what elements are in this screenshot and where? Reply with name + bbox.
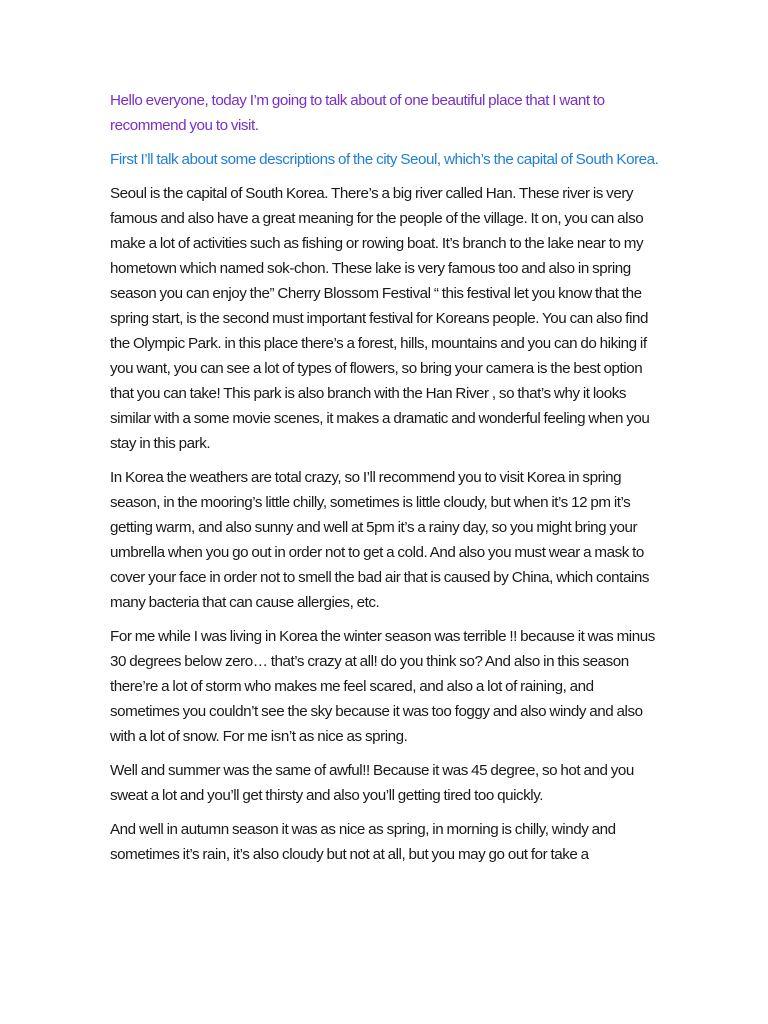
- intro-paragraph: Hello everyone, today I’m going to talk about of one beautiful place that I want to recommend you to visit.: [110, 92, 605, 134]
- paragraph-summer-season: Well and summer was the same of awful!! Because it was 45 degree, so hot and you sweat a lot and you’ll get thirsty and also you’ll getting tired too quickly.: [110, 762, 634, 804]
- section-heading: First I’ll talk about some descriptions of the city Seoul, which’s the capital of South Korea.: [110, 151, 659, 168]
- document-body: [110, 88, 662, 876]
- paragraph-autumn-season: And well in autumn season it was as nice as spring, in morning is chilly, windy and sometimes it’s rain, it’s also cloudy but not at all, but you may go out for take a: [110, 821, 616, 863]
- paragraph-winter-season: For me while I was living in Korea the winter season was terrible !! because it was minus 30 degrees below zero… that’s crazy at all! do you think so? And also in this season there’re a lot of storm who makes me feel scared, and also a lot of raining, and sometimes you couldn’t see the sky because it was too foggy and also windy and also with a lot of snow. For me isn’t as nice as spring.: [110, 628, 655, 745]
- paragraph-seoul-description: Seoul is the capital of South Korea. There’s a big river called Han. These river is very famous and also have a great meaning for the people of the village. It on, you can also make a lot of activities such as fishing or rowing boat. It’s branch to the lake near to my hometown which named sok-chon. These lake is very famous too and also in spring season you can enjoy the” Cherry Blossom Festival “ this festival let you know that the spring start, is the second must important festival for Koreans people. You can also find the Olympic Park. in this place there’s a forest, hills, mountains and you can do hiking if you want, you can see a lot of types of flowers, so bring your camera is the best option that you can take! This park is also branch with the Han River , so that’s why it looks similar with a some movie scenes, it makes a dramatic and wonderful feeling when you stay in this park.: [110, 185, 650, 452]
- paragraph-spring-weather: In Korea the weathers are total crazy, so I’ll recommend you to visit Korea in spring season, in the mooring’s little chilly, sometimes is little cloudy, but when it’s 12 pm it’s getting warm, and also sunny and well at 5pm it’s a rainy day, so you might bring your umbrella when you go out in order not to get a cold. And also you must wear a mask to cover your face in order not to smell the bad air that is caused by China, which contains many bacteria that can cause allergies, etc.: [110, 469, 650, 611]
